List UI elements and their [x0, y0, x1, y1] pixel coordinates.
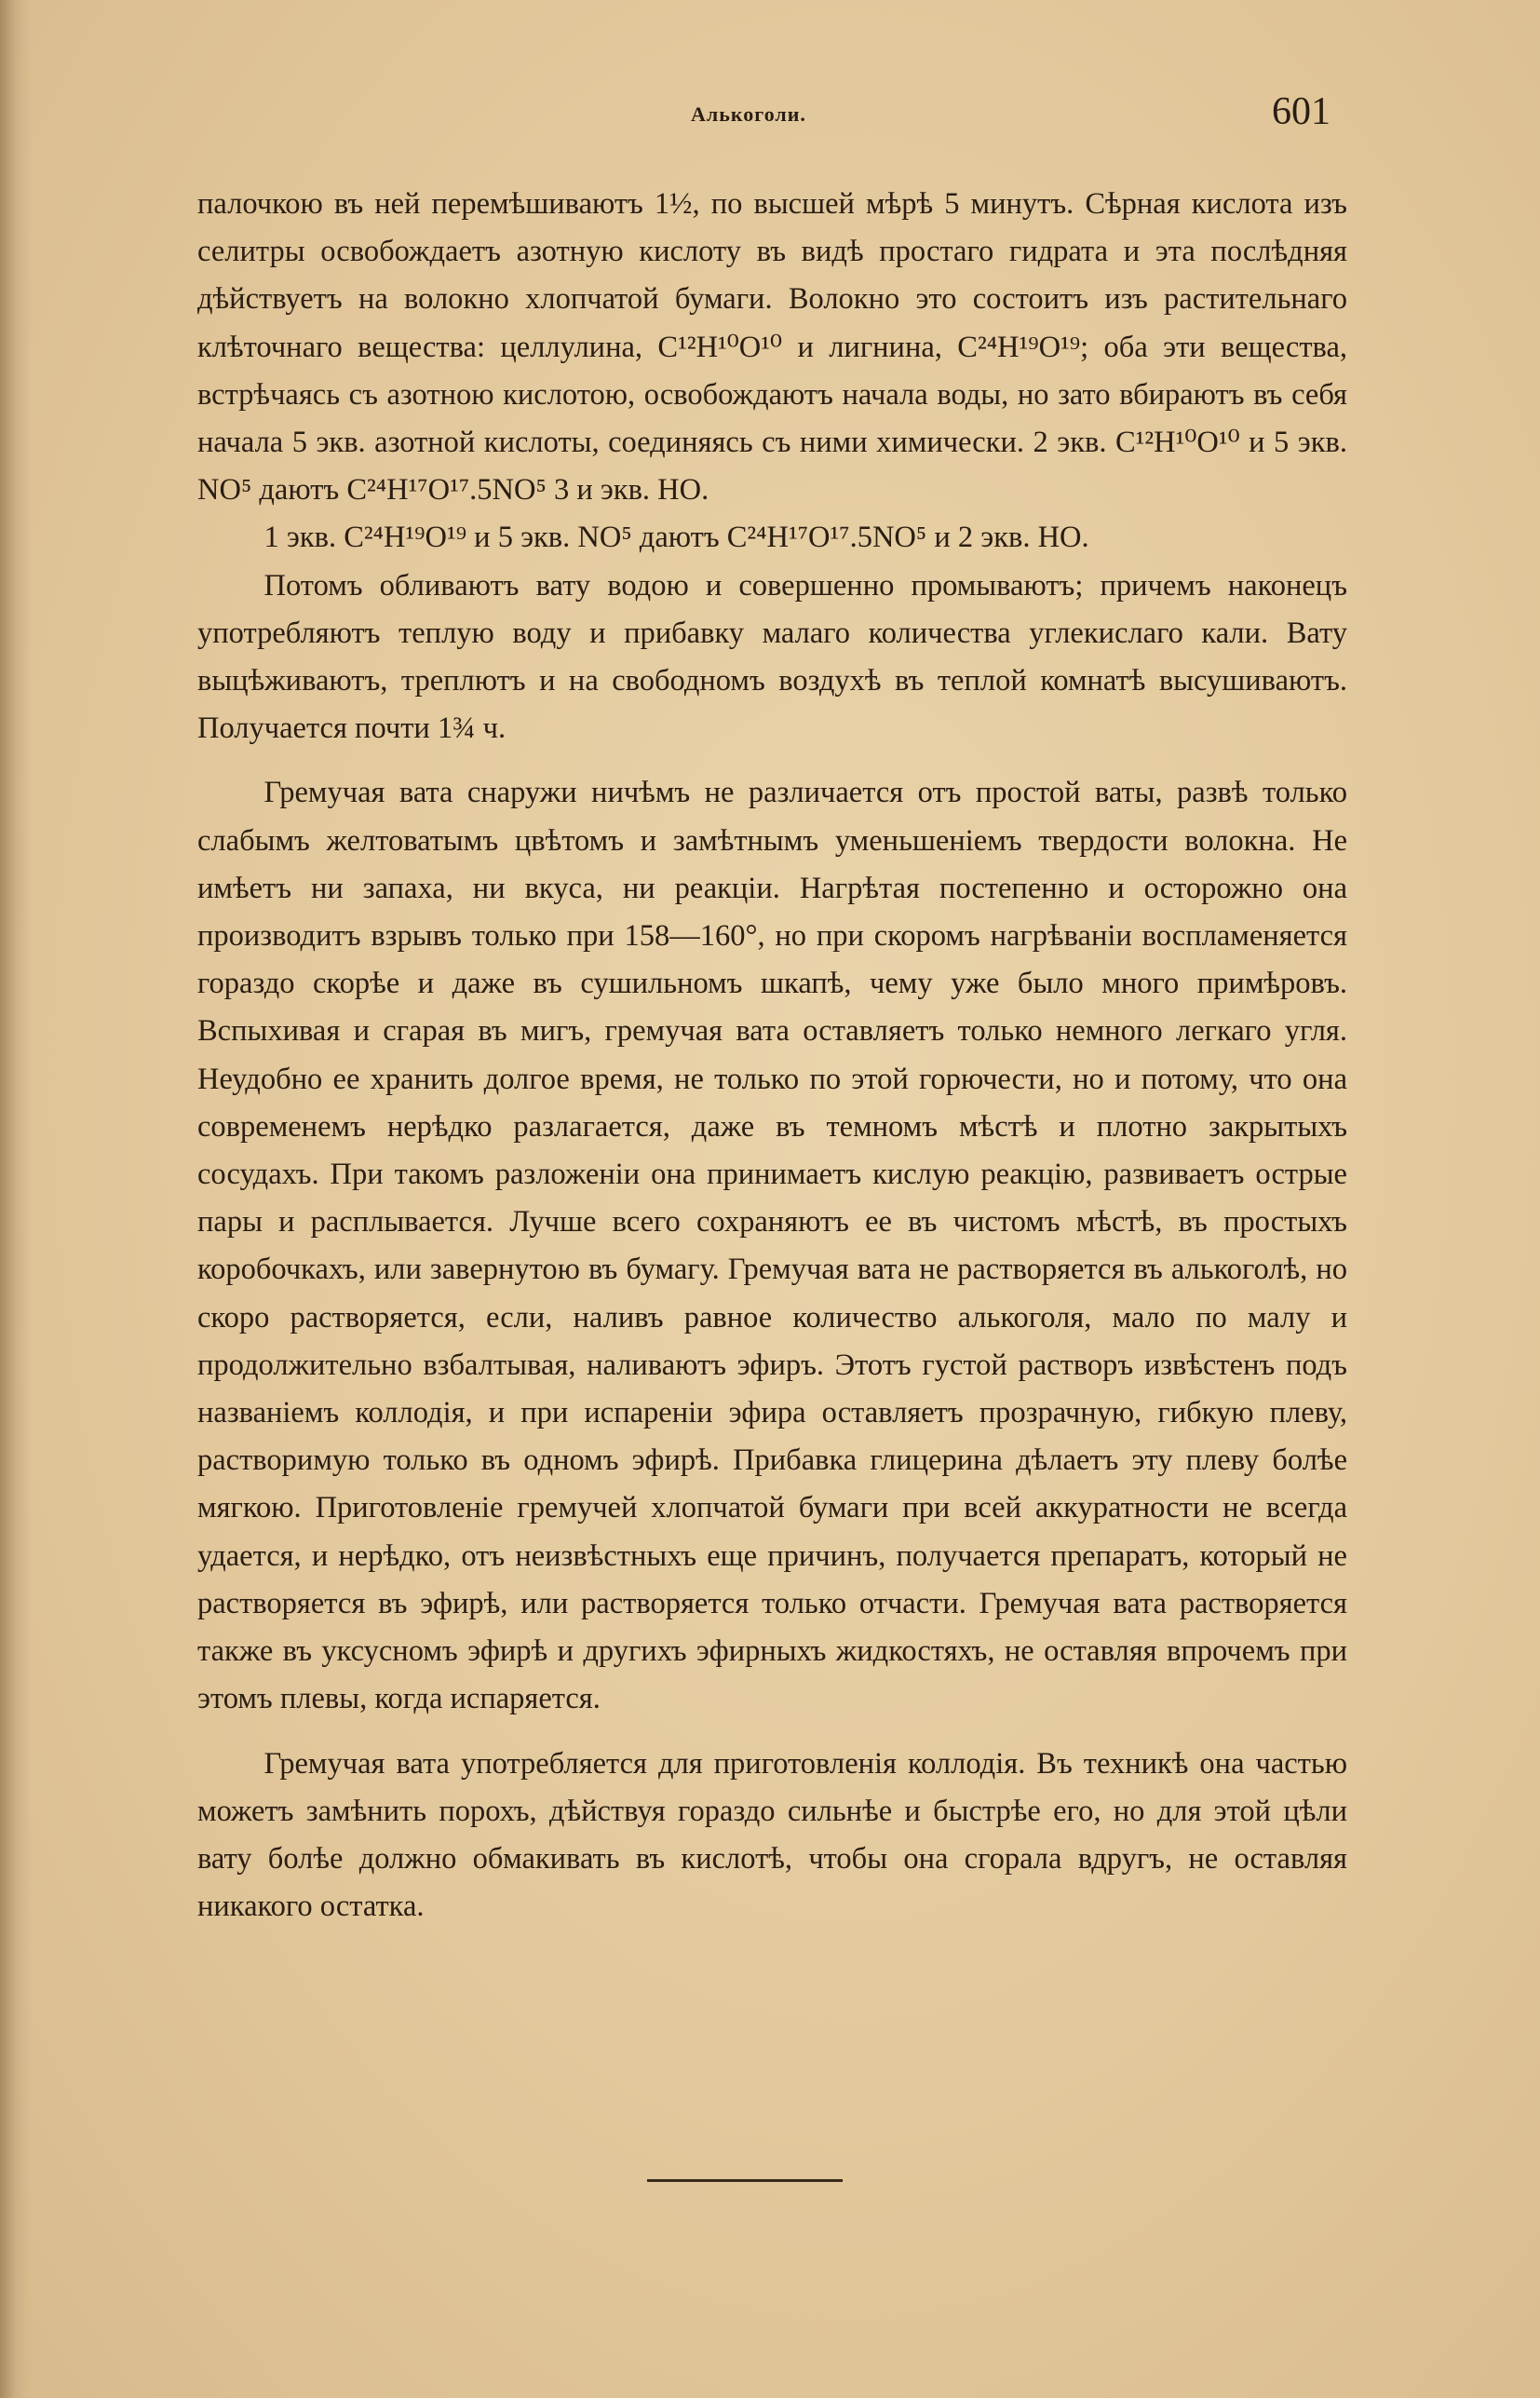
running-head: Алькоголи. [691, 102, 806, 126]
paragraph-uses: Гремучая вата употребляется для приготовленія коллодія. Въ техникѣ она частью можетъ замѣнить порохъ, дѣйствуя гораздо сильнѣе и быстрѣе его, но для этой цѣли вату болѣе должно обмакивать въ кислотѣ, чтобы она сгорала вдругъ, не оставляя никакого остатка. [197, 1746, 1347, 1924]
section-end-rule [647, 2179, 843, 2182]
body-text [197, 181, 1347, 1931]
paragraph-washing: Потомъ обливаютъ вату водою и совершенно промываютъ; причемъ наконецъ употребляютъ теплую воду и прибавку малаго количества углекислаго кали. Вату выцѣживаютъ, треплютъ и на свободномъ воздухѣ въ теплой комнатѣ высушиваютъ. Получается почти 1¾ ч. [197, 568, 1347, 746]
paragraph-properties: Гремучая вата снаружи ничѣмъ не различается отъ простой ваты, развѣ только слабымъ желтоватымъ цвѣтомъ и замѣтнымъ уменьшеніемъ твердости волокна. Не имѣетъ ни запаха, ни вкуса, ни реакціи. Нагрѣтая постепенно и осторожно она производитъ взрывъ только при 158—160°, но при скоромъ нагрѣваніи воспламеняется гораздо скорѣе и даже въ сушильномъ шкапѣ, чему уже было много примѣровъ. Вспыхивая и сгарая въ мигъ, гремучая вата оставляетъ только немного легкаго угля. Неудобно ее хранить долгое время, не только по этой горючести, но и потому, что она современемъ нерѣдко разлагается, даже въ темномъ мѣстѣ и плотно закрытыхъ сосудахъ. При такомъ разложеніи она принимаетъ кислую реакцію, развиваетъ острые пары и расплывается. Лучше всего сохраняютъ ее въ чистомъ мѣстѣ, въ простыхъ коробочкахъ, или завернутою въ бумагу. Гремучая вата не растворяется въ алькоголѣ, но скоро растворяется, если, наливъ равное количество алькоголя, мало по малу и продолжительно взбалтывая, наливаютъ эфиръ. Этотъ густой растворъ извѣстенъ подъ названіемъ коллодія, и при испареніи эфира оставляетъ прозрачную, гибкую плеву, растворимую только въ одномъ эфирѣ. Прибавка глицерина дѣлаетъ эту плеву болѣе мягкою. Приготовленіе гремучей хлопчатой бумаги при всей аккуратности не всегда удается, и нерѣдко, отъ неизвѣстныхъ еще причинъ, получается препаратъ, который не растворяется въ эфирѣ, или растворяется только отчасти. Гремучая вата растворяется также въ уксусномъ эфирѣ и другихъ эфирныхъ жидкостяхъ, не оставляя впрочемъ при этомъ плевы, когда испаряется. [197, 776, 1347, 1716]
binding-shadow [0, 0, 32, 2398]
paragraph-continued: палочкою въ ней перемѣшиваютъ 1½, по высшей мѣрѣ 5 минутъ. Сѣрная кислота изъ селитры освобождаетъ азотную кислоту въ видѣ простаго гидрата и эта послѣдняя дѣйствуетъ на волокно хлопчатой бумаги. Волокно это состоитъ изъ растительнаго клѣточнаго вещества: целлулина, C¹²H¹⁰O¹⁰ и лигнина, C²⁴H¹⁹O¹⁹; оба эти вещества, встрѣчаясь съ азотною кислотою, освобождаютъ начала воды, но зато вбираютъ въ себя начала 5 экв. азотной кислоты, соединяясь съ ними химически. 2 экв. C¹²H¹⁰O¹⁰ и 5 экв. NO⁵ даютъ C²⁴H¹⁷O¹⁷.5NO⁵ 3 и экв. HO. [197, 187, 1347, 508]
page-header [197, 89, 1347, 136]
page-number: 601 [1272, 90, 1331, 133]
formula-line: 1 экв. C²⁴H¹⁹O¹⁹ и 5 экв. NO⁵ даютъ C²⁴H¹⁷O¹⁷.5NO⁵ и 2 экв. HO. [263, 521, 1089, 555]
